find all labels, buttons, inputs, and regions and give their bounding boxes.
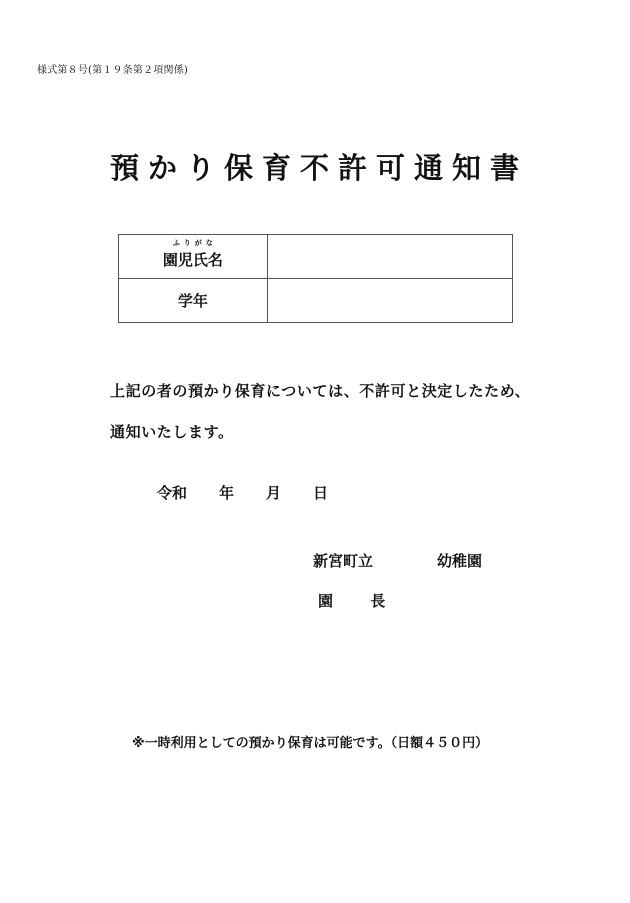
child-name-field[interactable] [267, 235, 512, 279]
document-title: 預かり保育不許可通知書 [109, 151, 528, 185]
child-info-table [118, 234, 513, 323]
child-name-row [119, 235, 513, 279]
grade-row [119, 279, 513, 323]
date-day-label: 日 [313, 484, 329, 502]
body-text-line-2: 通知いたします。 [110, 423, 234, 441]
body-text-line-1: 上記の者の預かり保育については、不許可と決定したため、 [110, 382, 531, 400]
child-name-furigana: ふりがな [172, 239, 217, 247]
grade-field[interactable] [267, 279, 512, 323]
date-month-label: 月 [266, 484, 282, 502]
issuer-principal: 園 長 [318, 592, 402, 610]
date-era: 令和 [157, 484, 188, 502]
form-number: 様式第８号(第１９条第２項関係) [37, 65, 189, 76]
footnote: ※一時利用としての預かり保育は可能です。（日額４５０円） [132, 736, 489, 751]
date-year-label: 年 [219, 484, 235, 502]
child-name-label: 園児氏名 [162, 251, 223, 269]
issuer-town: 新宮町立 [313, 552, 374, 570]
child-name-label-cell [119, 235, 268, 279]
grade-label: 学年 [119, 279, 268, 323]
child-name-label-wrap [162, 239, 223, 270]
issuer-kindergarten: 幼稚園 [437, 552, 483, 570]
